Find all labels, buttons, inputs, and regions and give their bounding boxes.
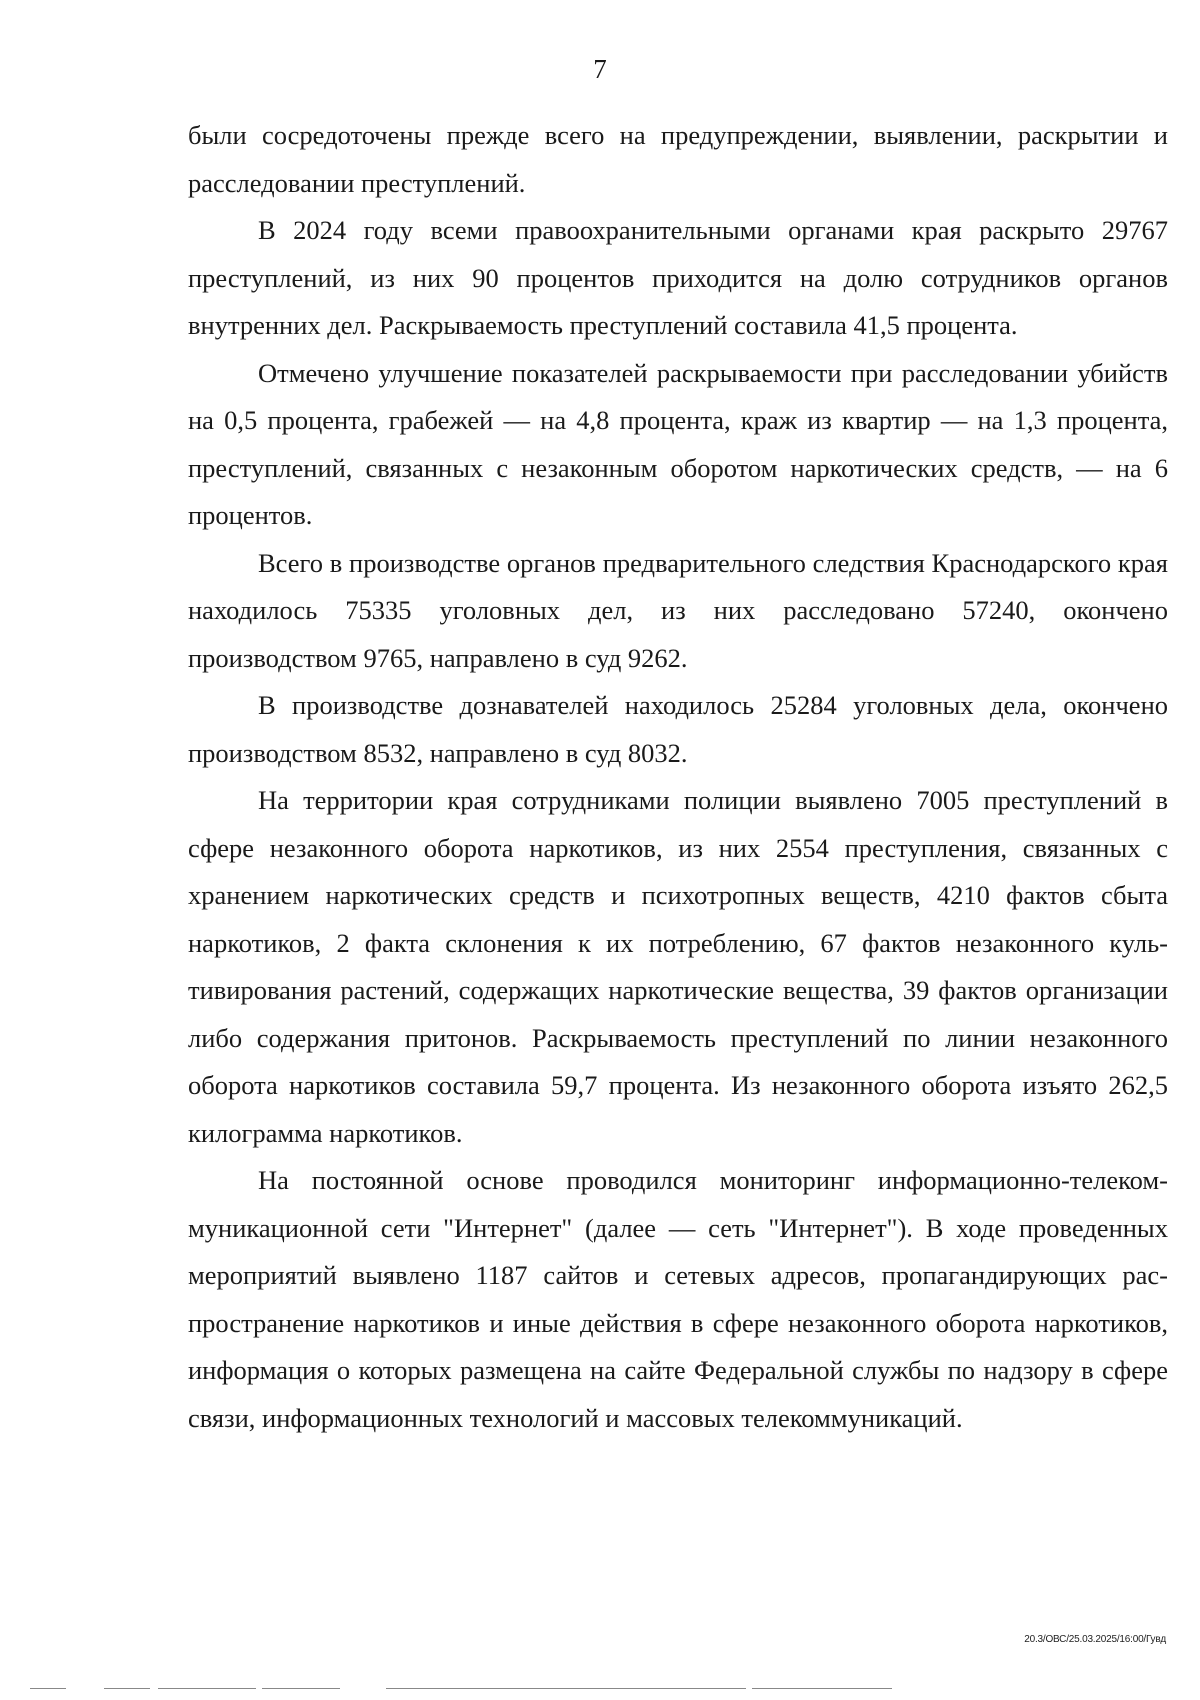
paragraph-internet-monitoring: На постоянной основе проводился мониторинг информационно-телекоммуникационной сети "Интернет" (далее — сеть "Интернет"). В ходе проведенных мероприятий выявлено 1187 сайтов и сетевых адресов, пропагандирующих распространение наркотиков и иные действия в сфере незаконного оборота наркотиков, информация о которых размещена на сайте Федеральной службы по надзору в сфере связи, информационных технологий и массовых телекоммуникаций. [188,1165,1168,1433]
paragraph-drug-crimes: На территории края сотрудниками полиции выявлено 7005 преступлений в сфере незаконного оборота наркотиков, из них 2554 преступления, связанных с хранением наркотических средств и психотропных веществ, 4210 фактов сбыта наркотиков, 2 факта склонения к их потреблению, 67 фактов незаконного культивирования растений, содержащих наркотические вещества, 39 фактов организации либо содержания притонов. Раскрываемость преступлений по линии незаконного оборота наркотиков составила 59,7 процента. Из незаконного оборота изъято 262,5 килограмма наркотиков. [188,785,1168,1148]
paragraph-solve-rate-improvement: Отмечено улучшение показателей раскрываемости при расследовании убийств на 0,5 процента, грабежей — на 4,8 процента, краж из квартир — на 1,3 процента, преступлений, связанных с незаконным оборотом наркотических средств, — на 6 процентов. [188,357,1168,530]
paragraph-preliminary-investigation: Всего в производстве органов предварительного следствия Краснодарского края находилось 75335 уголовных дел, из них расследовано 57240, окончено производством 9765, направлено в суд 9262. [188,547,1168,673]
document-body [188,112,1168,1442]
document-stamp: 20.3/ОВС/25.03.2025/16:00/Гувд [1024,1634,1166,1645]
paragraph-continuation: были сосредоточены прежде всего на предупреждении, выявлении, раскрытии и расследовании преступлений. [188,120,1168,198]
paragraph-inquiry-officers: В производстве дознавателей находилось 25284 уголовных дела, окончено производством 8532, направлено в суд 8032. [188,690,1168,768]
paragraph-crimes-solved: В 2024 году всеми правоохранительными органами края раскрыто 29767 преступлений, из них 90 процентов приходится на долю сотрудников органов внутренних дел. Раскрываемость преступлений составила 41,5 процента. [188,215,1168,340]
scan-edge-line [104,1688,150,1689]
scan-edge-line [262,1688,340,1689]
scan-edge-line [30,1688,66,1689]
page-number: 7 [593,54,607,84]
scan-edge-line [386,1688,746,1689]
scan-edge-line [158,1688,256,1689]
scan-edge-line [752,1688,892,1689]
